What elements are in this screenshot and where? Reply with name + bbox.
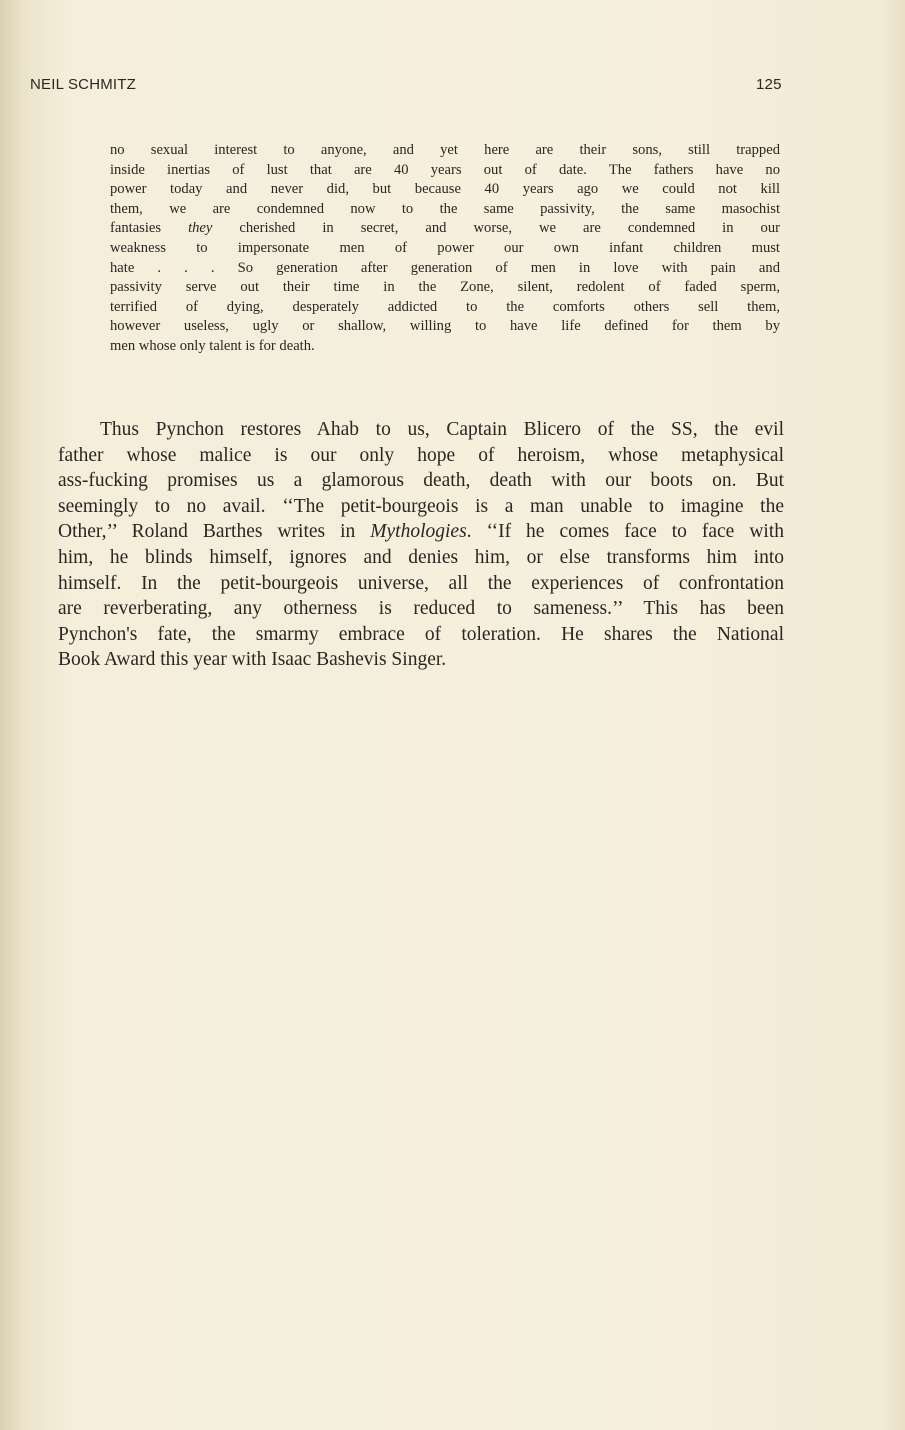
text-segment: Pynchon's fate, the smarmy embrace of toleration. He shares the National bbox=[58, 623, 784, 645]
italic-text: they bbox=[188, 220, 213, 237]
text-line bbox=[110, 200, 780, 220]
italic-text: Mythologies bbox=[370, 521, 467, 543]
text-segment: no sexual interest to anyone, and yet here are their sons, still trapped bbox=[110, 142, 780, 158]
text-segment: power today and never did, but because 40 years ago we could not kill bbox=[110, 181, 780, 198]
text-line bbox=[110, 180, 780, 200]
text-segment: terrified of dying, desperately addicted to the comforts others sell them, bbox=[110, 298, 780, 315]
text-line bbox=[58, 545, 784, 571]
text-segment: however useless, ugly or shallow, willing to have life defined for them by bbox=[110, 318, 780, 335]
text-segment: Book Award this year with Isaac Bashevis Singer. bbox=[58, 649, 447, 671]
text-segment: him, he blinds himself, ignores and denies him, or else transforms him into bbox=[58, 546, 784, 568]
text-line bbox=[58, 443, 784, 469]
text-segment: fantasies bbox=[110, 220, 189, 237]
text-line bbox=[58, 596, 784, 622]
text-line bbox=[110, 161, 780, 181]
text-line bbox=[110, 259, 780, 279]
text-line bbox=[110, 298, 780, 318]
text-line bbox=[58, 417, 784, 443]
text-segment: cherished in secret, and worse, we are condemned in our bbox=[212, 220, 780, 237]
text-segment: them, we are condemned now to the same passivity, the same masochist bbox=[110, 200, 780, 217]
running-head: NEIL SCHMITZ bbox=[30, 76, 137, 93]
text-segment: . ‘‘If he comes face to face with bbox=[466, 521, 784, 543]
text-segment: inside inertias of lust that are 40 years out of date. The fathers have no bbox=[110, 161, 780, 178]
text-segment: men whose only talent is for death. bbox=[110, 337, 315, 354]
text-line bbox=[58, 622, 784, 648]
text-line bbox=[110, 219, 780, 239]
text-segment: Other,’’ Roland Barthes writes in bbox=[58, 521, 371, 543]
text-line bbox=[58, 494, 784, 520]
text-segment: ass-fucking promises us a glamorous death, death with our boots on. But bbox=[58, 470, 784, 492]
text-line bbox=[58, 647, 784, 673]
text-line bbox=[110, 239, 780, 259]
body-paragraph bbox=[58, 417, 784, 673]
text-line bbox=[110, 141, 780, 161]
text-line bbox=[58, 468, 784, 494]
text-segment: himself. In the petit-bourgeois universe, all the experiences of confrontation bbox=[58, 572, 784, 594]
text-line bbox=[110, 278, 780, 298]
text-segment: Thus Pynchon restores Ahab to us, Captain Blicero of the SS, the evil bbox=[100, 419, 784, 440]
text-line bbox=[58, 571, 784, 597]
text-line bbox=[110, 317, 780, 337]
text-segment: weakness to impersonate men of power our own infant children must bbox=[110, 239, 780, 256]
block-quote bbox=[110, 141, 780, 357]
text-line bbox=[58, 519, 784, 545]
page-number: 125 bbox=[756, 76, 782, 93]
text-segment: passivity serve out their time in the Zone, silent, redolent of faded sperm, bbox=[110, 279, 780, 296]
text-line bbox=[110, 337, 780, 357]
text-segment: seemingly to no avail. ‘‘The petit-bourgeois is a man unable to imagine the bbox=[58, 495, 784, 517]
text-segment: hate . . . So generation after generation of men in love with pain and bbox=[110, 259, 780, 276]
text-segment: father whose malice is our only hope of heroism, whose metaphysical bbox=[58, 444, 784, 466]
text-segment: are reverberating, any otherness is reduced to sameness.’’ This has been bbox=[58, 598, 784, 620]
